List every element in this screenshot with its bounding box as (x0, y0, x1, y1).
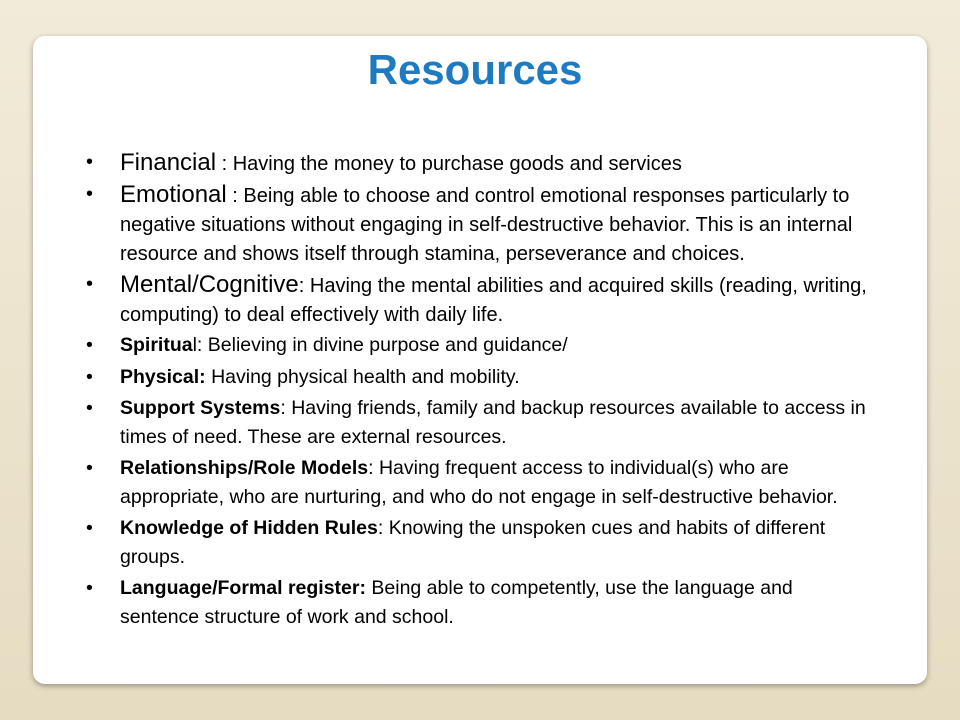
bullet-dot-icon: • (86, 457, 93, 479)
bullet-spiritual (86, 331, 876, 360)
bullet-support-systems (86, 394, 876, 451)
bullet-description: Being able to competently, use the language and sentence structure of work and school. (120, 577, 793, 628)
bullet-relationships-role-models (86, 454, 876, 511)
bullet-dot-icon: • (86, 577, 93, 599)
bullet-dot-icon: • (86, 151, 94, 173)
bullet-separator: : (298, 275, 310, 297)
bullet-term: Support Systems (120, 397, 281, 419)
bullet-list (86, 148, 876, 634)
bullet-emotional (86, 180, 876, 269)
bullet-description: Having frequent access to individual(s) who are appropriate, who are nurturing, and who do not engage in self-destructive behavior. (120, 457, 838, 508)
bullet-language-formal-register (86, 574, 876, 631)
bullet-dot-icon: • (86, 365, 93, 388)
bullet-mental-cognitive (86, 270, 876, 330)
bullet-dot-icon: • (86, 273, 94, 295)
bullet-term: Mental/Cognitive (120, 271, 299, 298)
bullet-financial (86, 148, 876, 179)
bullet-separator: : (280, 397, 292, 419)
bullet-term: Relationships/Role Models (120, 457, 369, 479)
bullet-description: Having friends, family and backup resources available to access in times of need. These are external resources. (120, 397, 866, 448)
bullet-dot-icon: • (86, 397, 93, 419)
bullet-separator: : (226, 185, 244, 207)
bullet-term: Language/Formal register: (120, 577, 366, 599)
bullet-separator: : (377, 517, 389, 539)
bullet-dot-icon: • (86, 517, 93, 539)
bullet-separator: : (368, 457, 379, 479)
bullet-hidden-rules (86, 514, 876, 571)
bullet-description: Knowing the unspoken cues and habits of different groups. (120, 517, 826, 568)
bullet-term: Financial (120, 149, 217, 176)
bullet-physical (86, 363, 876, 392)
bullet-separator: : (216, 153, 233, 175)
bullet-term: Spiritua (120, 334, 193, 356)
bullet-dot-icon: • (86, 183, 94, 205)
bullet-description: Having physical health and mobility. (211, 365, 520, 388)
bullet-separator: l: (192, 334, 208, 356)
slide-title: Resources (367, 46, 583, 93)
bullet-term: Emotional (120, 181, 227, 208)
bullet-description: Having the money to purchase goods and services (232, 153, 682, 175)
bullet-description: Being able to choose and control emotional responses particularly to negative situations without engaging in self-destructive behavior. This is an internal resource and shows itself through stamina, perseverance and choices. (120, 185, 853, 265)
bullet-term: Physical: (120, 365, 206, 388)
bullet-term: Knowledge of Hidden Rules (120, 517, 378, 539)
bullet-description: Believing in divine purpose and guidance/ (207, 334, 568, 356)
bullet-dot-icon: • (86, 334, 93, 356)
bullet-description: Having the mental abilities and acquired skills (reading, writing, computing) to deal effectively with daily life. (120, 275, 867, 326)
